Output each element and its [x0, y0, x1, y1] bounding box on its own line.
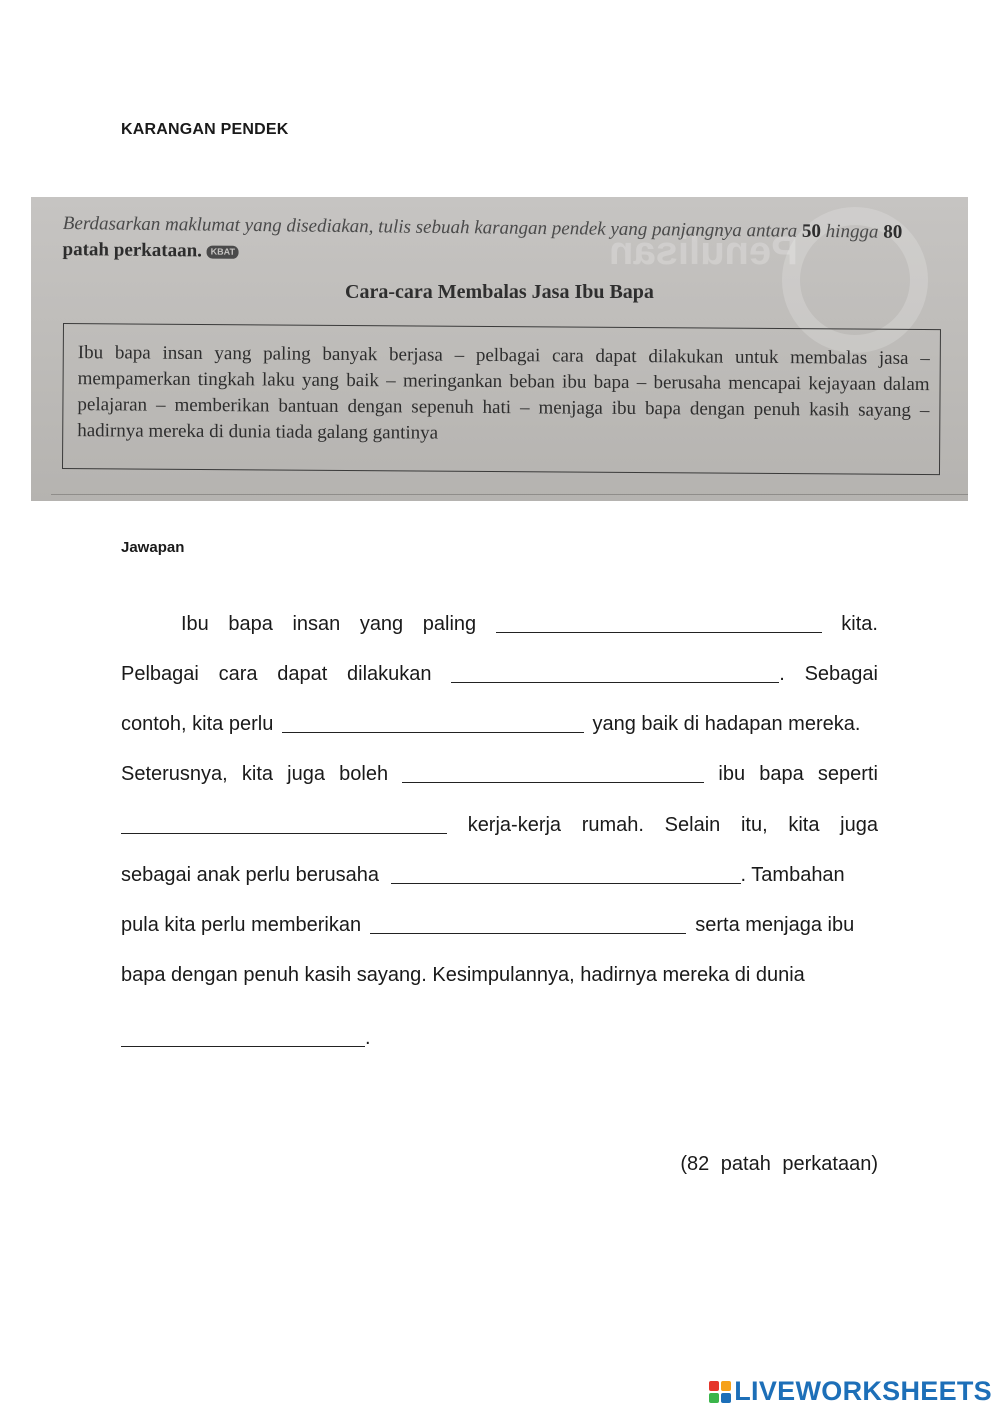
- text: yang baik di hadapan mereka.: [592, 713, 861, 735]
- blank-answer-3[interactable]: [282, 712, 584, 733]
- text: serta menjaga ibu: [695, 914, 855, 936]
- logo-icon: [709, 1381, 731, 1403]
- text: juga: [840, 814, 878, 836]
- answer-line-7: [121, 913, 878, 937]
- text: kerja-kerja: [467, 814, 562, 836]
- logo-text: LIVEWORKSHEETS: [734, 1376, 992, 1406]
- blank-answer-4[interactable]: [402, 762, 704, 783]
- text: dilakukan: [347, 663, 432, 685]
- text: yang: [359, 613, 404, 635]
- text: .: [365, 1027, 371, 1049]
- page-divider: [51, 494, 968, 495]
- text: bapa: [228, 613, 273, 635]
- kbat-badge: KBAT: [207, 246, 239, 259]
- text: sebagai anak perlu berusaha: [121, 864, 379, 886]
- text: Pelbagai: [121, 663, 199, 685]
- blank-answer-6[interactable]: [391, 863, 741, 884]
- text: . Tambahan: [740, 864, 845, 886]
- textbook-photo: [31, 197, 968, 501]
- text: Sebagai: [804, 663, 878, 685]
- text: bapa: [759, 763, 804, 785]
- blank-answer-8[interactable]: [121, 1026, 365, 1047]
- text: dapat: [277, 663, 328, 685]
- answer-line-1: [121, 612, 878, 636]
- text: rumah.: [581, 814, 644, 836]
- blank-answer-1[interactable]: [496, 612, 822, 633]
- text: pula kita perlu memberikan: [121, 914, 362, 936]
- text: juga: [287, 763, 325, 785]
- text: .: [779, 663, 785, 685]
- text: boleh: [339, 763, 389, 785]
- text: kita: [788, 814, 820, 836]
- notes-box: [62, 323, 941, 475]
- answer-line-5: [121, 813, 878, 837]
- text: cara: [218, 663, 258, 685]
- blank-answer-2[interactable]: [451, 662, 779, 683]
- liveworksheets-logo[interactable]: [709, 1376, 992, 1407]
- answer-line-4: [121, 762, 878, 786]
- logo-square-red: [709, 1381, 719, 1391]
- text: kita.: [841, 613, 878, 635]
- text: insan: [292, 613, 341, 635]
- notes-text: Ibu bapa insan yang paling banyak berjasa – pelbagai cara dapat dilakukan untuk membalas jasa – mempamerkan tingkah laku yang baik – meringankan beban ibu bapa – berusaha mencapai kejayaan dalam pelajaran – memberikan bantuan dengan sepenuh hati – menjaga ibu bapa dengan penuh kasih sayang – hadirnya mereka di dunia tiada galang gantinya: [77, 342, 930, 444]
- text: paling: [422, 613, 477, 635]
- blank-answer-7[interactable]: [370, 913, 686, 934]
- logo-square-green: [709, 1393, 719, 1403]
- logo-square-orange: [721, 1381, 731, 1391]
- answer-line-3: [121, 712, 878, 736]
- word-count-note: (82 patah perkataan): [680, 1153, 878, 1175]
- essay-topic-title: Cara-cara Membalas Jasa Ibu Bapa: [345, 281, 654, 303]
- blank-answer-5[interactable]: [121, 813, 447, 834]
- logo-square-blue: [721, 1393, 731, 1403]
- text: ibu: [718, 763, 746, 785]
- text: bapa dengan penuh kasih sayang. Kesimpulannya, hadirnya mereka di dunia: [121, 964, 805, 986]
- instruction-text: Berdasarkan maklumat yang disediakan, tulis sebuah karangan pendek yang panjangnya antara 50 hingga 80 patah perkataan. KBAT: [62, 212, 903, 262]
- text: seperti: [817, 763, 878, 785]
- answer-line-2: [121, 662, 878, 686]
- watermark-text: Penulisan: [609, 229, 798, 273]
- text: itu,: [740, 814, 768, 836]
- text: Selain: [664, 814, 721, 836]
- blank-with-period: [451, 662, 785, 686]
- answer-label: Jawapan: [121, 539, 185, 556]
- text: Seterusnya,: [121, 763, 228, 785]
- text: contoh, kita perlu: [121, 713, 274, 735]
- text: Ibu: [181, 613, 209, 635]
- text: kita: [241, 763, 274, 785]
- answer-line-6: [121, 863, 878, 887]
- answer-line-8: [121, 963, 878, 987]
- answer-line-9: [121, 1026, 878, 1050]
- worksheet-title: KARANGAN PENDEK: [121, 121, 289, 138]
